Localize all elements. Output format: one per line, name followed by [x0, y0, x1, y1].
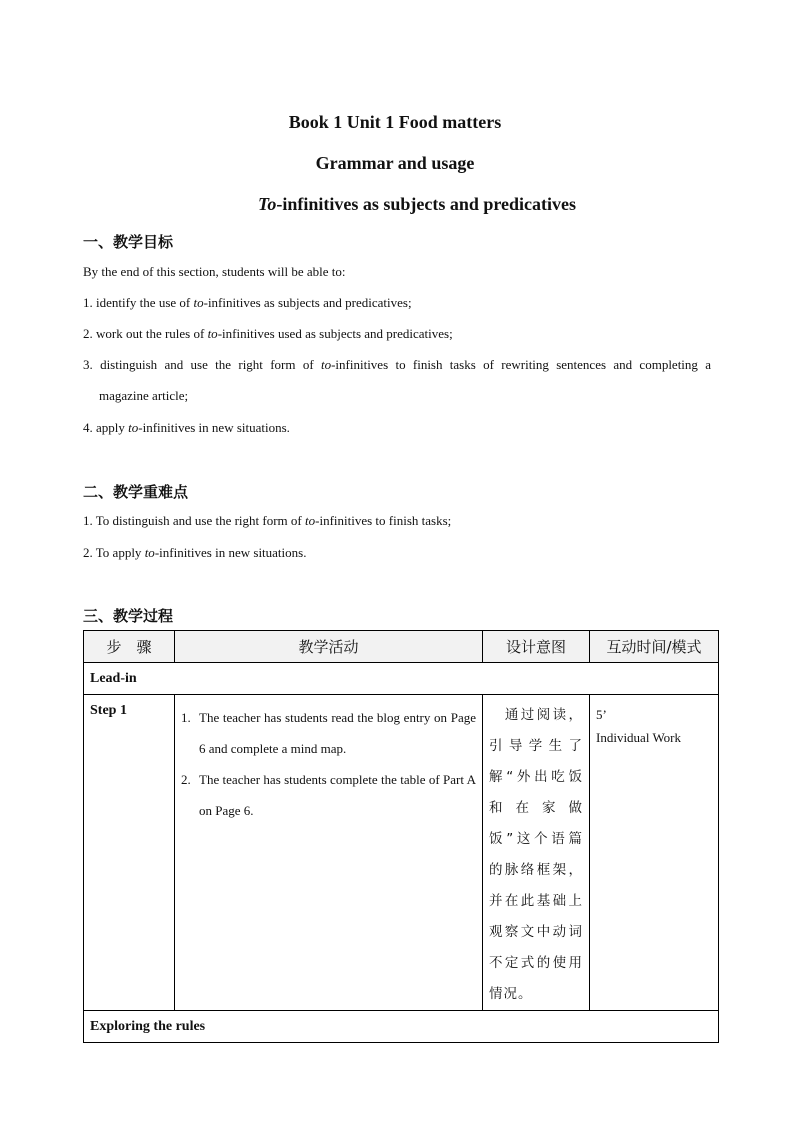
objective-item: 1. identify the use of to-infinitives as subjects and predicatives; [83, 295, 412, 310]
interaction-time: 5’ [596, 707, 607, 722]
section-lead-in: Lead-in [84, 663, 719, 695]
objective-item: 3. distinguish and use the right form of to-infinitives to finish tasks of rewriting sentences and completing a [83, 357, 712, 372]
objective-item-continued: magazine article; [99, 388, 189, 403]
key-point-item: 2. To apply to-infinitives in new situations. [83, 545, 307, 560]
section-row [84, 1011, 719, 1043]
objectives-heading: 一、教学目标 [83, 233, 174, 251]
objective-item: 4. apply to-infinitives in new situations. [83, 420, 290, 435]
table-row [84, 695, 719, 1011]
key-points-heading: 二、教学重难点 [83, 483, 189, 501]
activity-cell [175, 695, 483, 1011]
document-title: Book 1 Unit 1 Food matters [288, 112, 502, 132]
process-table [83, 630, 719, 1043]
interaction-mode: Individual Work [596, 730, 682, 745]
column-header-step: 步 骤 [84, 631, 175, 663]
topic-italic: To [257, 194, 277, 214]
lesson-topic [20, 194, 794, 215]
document-subtitle: Grammar and usage [315, 153, 475, 173]
step-label: Step 1 [84, 695, 175, 1011]
process-heading: 三、教学过程 [83, 607, 174, 625]
topic-rest: -infinitives as subjects and predicatives [276, 194, 577, 214]
interaction-cell [590, 695, 719, 1011]
key-point-item: 1. To distinguish and use the right form of to-infinitives to finish tasks; [83, 513, 452, 528]
objective-item: 2. work out the rules of to-infinitives used as subjects and predicatives; [83, 326, 453, 341]
activity-item: 1. The teacher has students read the blog entry on Page 6 and complete a mind map. [181, 710, 476, 756]
section-exploring-rules: Exploring the rules [84, 1011, 719, 1043]
table-header-row [84, 631, 719, 663]
activity-item: 2. The teacher has students complete the table of Part A on Page 6. [181, 772, 476, 818]
section-row [84, 663, 719, 695]
objectives-intro: By the end of this section, students will be able to: [83, 264, 346, 279]
column-header-activity: 教学活动 [175, 631, 483, 663]
column-header-interaction: 互动时间/模式 [590, 631, 719, 663]
intent-cell: 通过阅读，引导学生了解“外出吃饭和在家做饭”这个语篇的脉络框架，并在此基础上观察文中动词不定式的使用情况。 [483, 695, 590, 1011]
column-header-intent: 设计意图 [483, 631, 590, 663]
